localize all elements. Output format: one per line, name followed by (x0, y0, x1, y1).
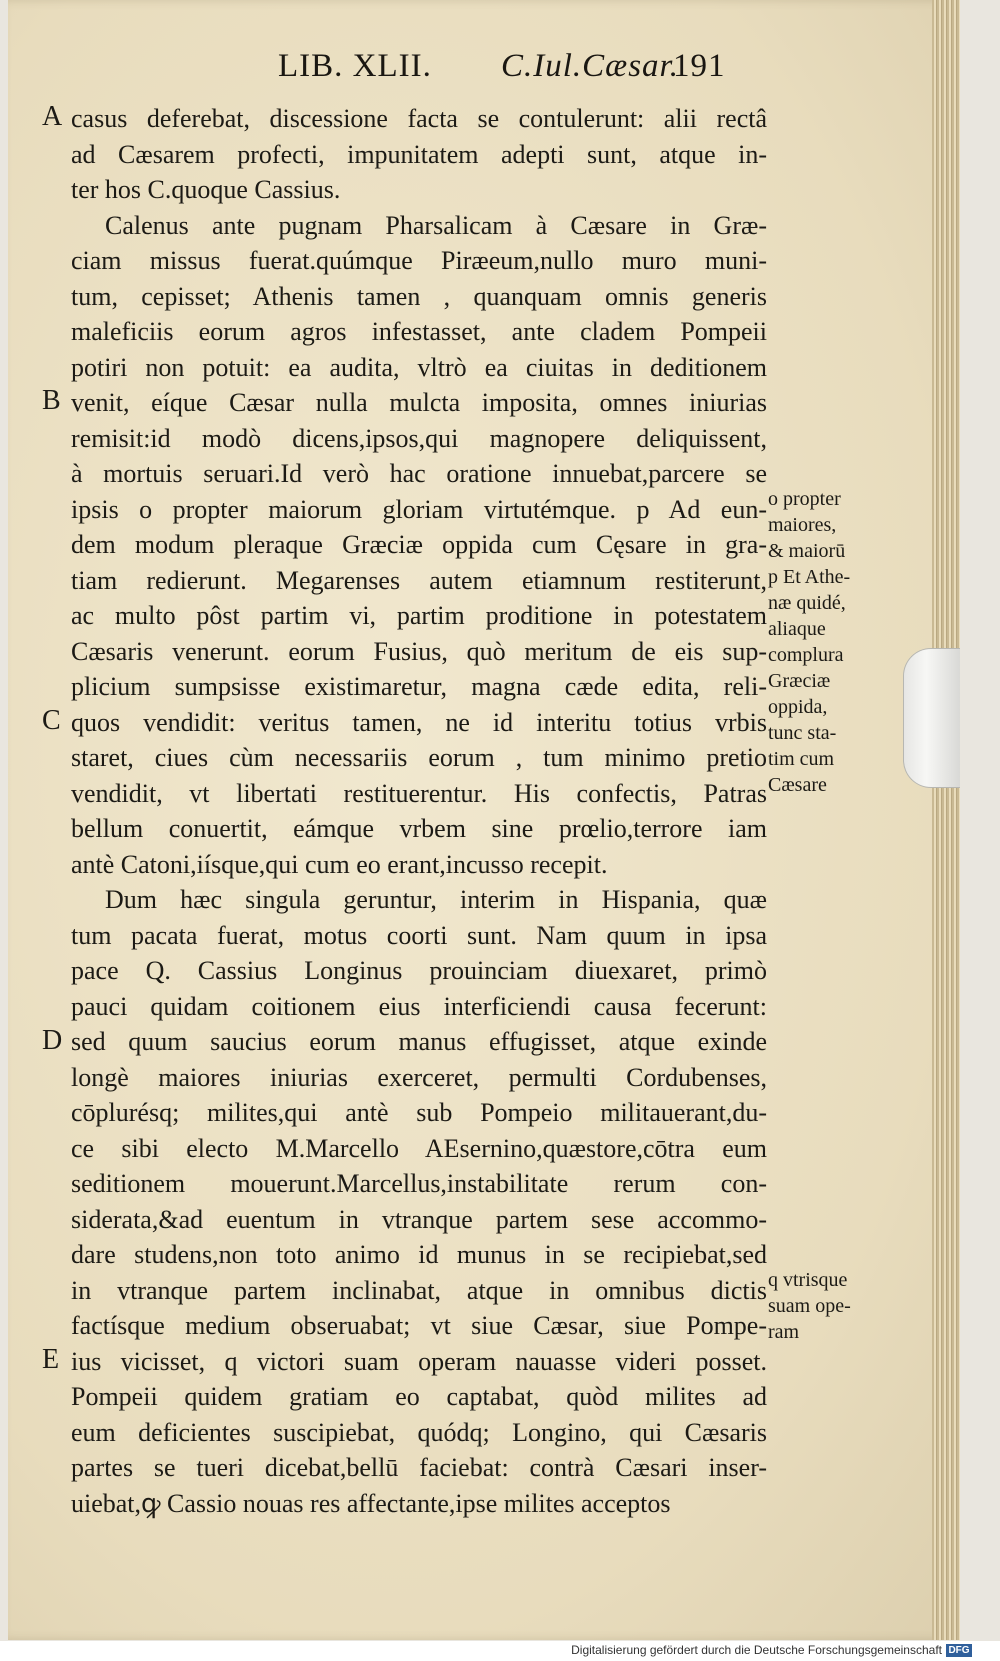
margin-note-line: p Et Athe- (768, 566, 851, 588)
text-line: ipsis o propter maiorum gloriam virtutémque. p Ad eun- (71, 494, 767, 524)
text-line: Pompeii quidem gratiam eo captabat, quòd milites ad (71, 1382, 767, 1411)
text-line: seditionem mouerunt.Marcellus,instabilitate rerum con- (71, 1169, 767, 1198)
text-line: cōplurésq; milites,qui antè sub Pompeio militauerant,du- (71, 1098, 767, 1127)
margin-note-line: q vtrisque (768, 1269, 848, 1291)
running-header (278, 48, 778, 100)
margin-note-line: Græciæ (768, 670, 831, 692)
text-line: potiri non potuit: ea audita, vltrò ea ciuitas in deditionem (71, 352, 767, 382)
section-marker-c: C (42, 705, 61, 736)
text-line: remisit:id modò dicens,ipsos,qui magnopere deliquissent, (71, 423, 767, 453)
section-marker-a: A (42, 101, 63, 132)
footer-bar (0, 1641, 1000, 1661)
margin-note-q (768, 1267, 851, 1345)
text-line: antè Catoni,iísque,qui cum eo erant,incusso recepit. (71, 849, 608, 879)
bookmark-tab (903, 648, 960, 788)
text-line: tiam redierunt. Megarenses autem etiamnum restiterunt, (71, 565, 767, 595)
text-line: à mortuis seruari.Id verò hac oratione innuebat,parcere se (71, 459, 767, 488)
margin-note-line: oppida, (768, 696, 828, 718)
text-line: tum, cepisset; Athenis tamen , quanquam omnis generis (71, 281, 767, 311)
book-page (8, 0, 960, 1640)
margin-note-line: tunc sta- (768, 722, 837, 744)
text-line: ce sibi electo M.Marcello AEsernino,quæstore,cōtra eum (71, 1133, 767, 1163)
margin-note-line: maiores, (768, 514, 837, 536)
section-marker-e: E (42, 1344, 60, 1375)
text-line: pace Q. Cassius Longinus prouinciam diuexaret, primò (71, 956, 767, 985)
text-line: ciam missus fuerat.quúmque Piræeum,nullo muro muni- (71, 246, 767, 275)
text-line: plicium sumpsisse existimaretur, magna cæde edita, reli- (71, 672, 767, 701)
margin-note-line: & maiorū (768, 540, 846, 562)
text-line: Cæsaris venerunt. eorum Fusius, quò meritum de eis sup- (71, 636, 767, 666)
margin-note-line: suam ope- (768, 1295, 851, 1317)
text-line: venit, eíque Cæsar nulla mulcta imposita, omnes iniurias (71, 388, 767, 417)
text-line: Calenus ante pugnam Pharsalicam à Cæsare in Græ- (105, 210, 767, 240)
page-edges (932, 0, 960, 1640)
text-line: vendidit, vt libertati restituerentur. His confectis, Patras (71, 778, 767, 808)
section-marker-d: D (42, 1025, 63, 1056)
text-line: ius vicisset, q victori suam operam nauasse videri posset. (71, 1346, 767, 1376)
margin-note-line: næ quidé, (768, 592, 846, 614)
margin-note-line: aliaque (768, 618, 826, 640)
text-line: staret, ciues cùm necessariis eorum , tum minimo pretio (71, 743, 767, 772)
text-line: tum pacata fuerat, motus coorti sunt. Nam quum in ipsa (71, 920, 767, 950)
page-number: 191 (673, 48, 726, 84)
text-line: eum deficientes suscipiebat, quódq; Longino, qui Cæsaris (71, 1417, 767, 1447)
text-line: dem modum pleraque Græciæ oppida cum Cęsare in gra- (71, 530, 767, 559)
text-line: dare studens,non toto animo id munus in se recipiebat,sed (71, 1240, 767, 1269)
text-line: bellum conuertit, eámque vrbem sine prœlio,terrore iam (71, 814, 767, 843)
text-line: ter hos C.quoque Cassius. (71, 175, 341, 204)
text-line: Dum hæc singula geruntur, interim in Hispania, quæ (105, 885, 767, 914)
body-text (71, 101, 767, 1521)
margin-note-op (768, 486, 850, 798)
margin-note-line: Cæsare (768, 774, 827, 796)
text-line: pauci quidam coitionem eius interficiendi causa fecerunt: (71, 991, 767, 1021)
margin-note-line: ram (768, 1321, 800, 1343)
text-line: factísque medium obseruabat; vt siue Cæsar, siue Pompe- (71, 1311, 767, 1340)
text-line: uiebat,ꝙ Cassio nouas res affectante,ipse milites acceptos (71, 1488, 671, 1518)
text-line: partes se tueri dicebat,bellū faciebat: contrà Cæsari inser- (71, 1453, 767, 1482)
text-line: sed quum saucius eorum manus effugisset, atque exinde (71, 1027, 767, 1056)
text-line: siderata,&ad euentum in vtranque partem sese accommo- (71, 1204, 767, 1234)
section-marker-b: B (42, 385, 61, 416)
text-line: ac multo pôst partim vi, partim proditione in potestatem (71, 601, 767, 630)
margin-note-line: tim cum (768, 748, 835, 770)
funding-credit: Digitalisierung gefördert durch die Deutsche Forschungsgemeinschaft (571, 1643, 942, 1657)
book-number: LIB. XLII. (278, 48, 432, 84)
text-line: ad Cæsarem profecti, impunitatem adepti sunt, atque in- (71, 139, 767, 169)
text-line: longè maiores iniurias exerceret, permulti Cordubenses, (71, 1062, 767, 1092)
dfg-logo: DFG (946, 1644, 972, 1657)
text-line: casus deferebat, discessione facta se contulerunt: alii rectâ (71, 104, 767, 133)
text-line: quos vendidit: veritus tamen, ne id interitu totius vrbis (71, 707, 767, 737)
margin-note-line: o propter (768, 488, 841, 510)
text-line: in vtranque partem inclinabat, atque in omnibus dictis (71, 1275, 767, 1305)
margin-note-line: complura (768, 644, 844, 666)
text-line: maleficiis eorum agros infestasset, ante cladem Pompeii (71, 317, 767, 346)
author-title: C.Iul.Cæsar. (501, 48, 679, 84)
